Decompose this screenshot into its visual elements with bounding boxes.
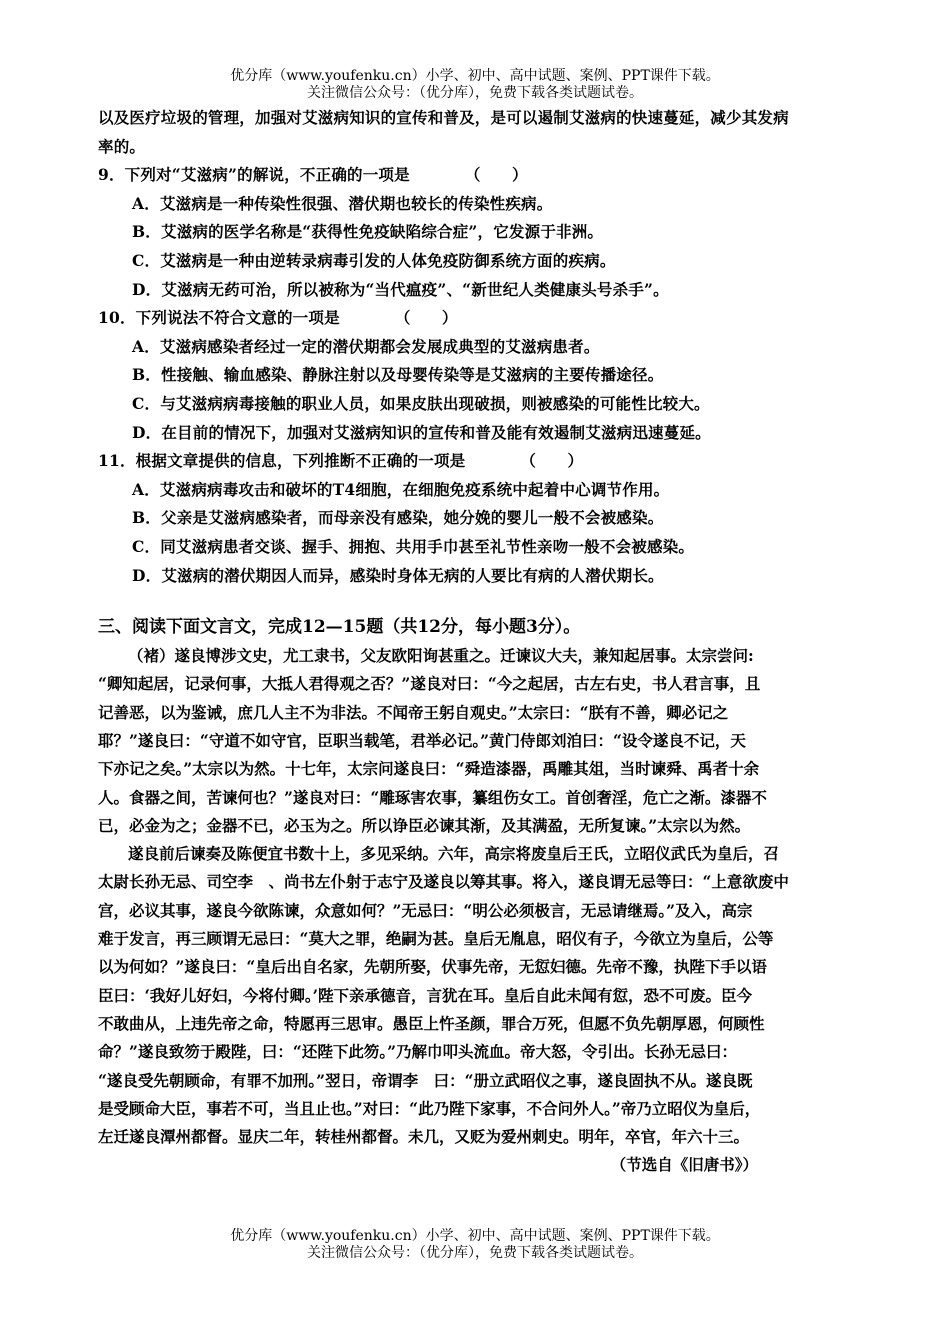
option-d: D．艾滋病的潜伏期因人而异，感染时身体无病的人要比有病的人潜伏期长。: [132, 565, 664, 585]
option-d: D．在目前的情况下，加强对艾滋病知识的宣传和普及能有效遏制艾滋病迅速蔓延。: [132, 422, 711, 442]
passage-line: 已，必金为之；金器不已，必玉为之。所以诤臣必谏其渐，及其满盈，无所复谏。”太宗以为然。: [98, 815, 751, 835]
footer-line-2: 关注微信公众号：（优分库），免费下载各类试题试卷。: [307, 1245, 643, 1261]
passage-line: 臣曰：‘我好儿好妇，今将付卿。’陛下亲承德音，言犹在耳。皇后自此未闻有愆，恐不可废。臣今: [98, 985, 753, 1005]
passage-line: 人。食器之间，苦谏何也？”遂良对曰：“雕琢害农事，纂组伤女工。首创奢淫，危亡之渐。漆器不: [98, 787, 767, 807]
passage-line: 耶？”遂良曰：“守道不如守官，臣职当载笔，君举必记。”黄门侍郎刘洎曰：“设令遂良不记，天: [98, 730, 746, 750]
passage-line: 是受顾命大臣，事若不可，当且止也。”对曰：“此乃陛下家事，不合问外人。”帝乃立昭仪为皇后，: [98, 1098, 761, 1118]
passage-line: 记善恶，以为鉴诫，庶几人主不为非法。不闻帝王躬自观史。”太宗曰：“朕有不善，卿必记之: [98, 702, 729, 722]
footer-line-1: 优分库（www.youfenku.cn）小学、初中、高中试题、案例、PPT课件下载。: [230, 1228, 720, 1244]
option-a: A．艾滋病感染者经过一定的潜伏期都会发展成典型的艾滋病患者。: [132, 336, 600, 356]
question-10: [98, 304, 858, 447]
classical-text: [98, 642, 858, 1180]
option-c: C．同艾滋病患者交谈、握手、拥抱、共用手巾甚至礼节性亲吻一般不会被感染。: [132, 536, 695, 556]
passage-line: 左迁遂良潭州都督。显庆二年，转桂州都督。未几，又贬为爱州刺史。明年，卒官，年六十三。: [98, 1127, 750, 1147]
question-11: [98, 447, 858, 590]
option-c: C．艾滋病是一种由逆转录病毒引发的人体免疫防御系统方面的疾病。: [132, 250, 616, 270]
passage-line: 命？”遂良致笏于殿陛，曰：“还陛下此笏。”乃解巾叩头流血。帝大怒，令引出。长孙无忌曰：: [98, 1042, 737, 1062]
passage-line: 下亦记之矣。”太宗以为然。十七年，太宗问遂良曰：“舜造漆器，禹雕其俎，当时谏舜、禹者十余: [98, 759, 760, 779]
passage-line: 以为何如？”遂良曰：“皇后出自名家，先朝所娶，伏事先帝，无愆妇德。先帝不豫，执陛下手以语: [98, 957, 767, 977]
passage-line: “卿知起居，记录何事，大抵人君得观之否？”遂良对曰：“今之起居，古左右史，书人君言事，且: [98, 674, 761, 694]
option-a: A．艾滋病病毒攻击和破坏的T4细胞，在细胞免疫系统中起着中心调节作用。: [132, 479, 670, 499]
option-b: B．艾滋病的医学名称是“获得性免疫缺陷综合症”，它发源于非洲。: [132, 222, 604, 242]
header-line-1: 优分库（www.youfenku.cn）小学、初中、高中试题、案例、PPT课件下载。: [230, 68, 720, 84]
intro-line: 率的。: [98, 136, 146, 156]
header-line-2: 关注微信公众号：（优分库），免费下载各类试题试卷。: [307, 85, 643, 101]
passage-line: 不敢曲从，上违先帝之命，特愿再三思审。愚臣上忤圣颜，罪合万死，但愿不负先朝厚恩，何顾性: [98, 1013, 765, 1033]
question-9: [98, 161, 858, 304]
page-content: [98, 104, 858, 1180]
passage-line: “遂良受先朝顾命，有罪不加刑。”翌日，帝谓李 曰：“册立武昭仪之事，遂良固执不从。遂良既: [98, 1070, 753, 1090]
section-3-title: 三、阅读下面文言文，完成12—15题（共12分，每小题3分）。: [98, 617, 581, 638]
question-stem: 11．根据文章提供的信息，下列推断不正确的一项是 （ ）: [98, 451, 584, 471]
page-header: [0, 68, 950, 102]
page-footer: [0, 1228, 950, 1262]
source-citation: （节选自《旧唐书》）: [610, 1155, 758, 1175]
passage-line: 难于发言，再三顾谓无忌曰：“莫大之罪，绝嗣为甚。皇后无胤息，昭仪有子，今欲立为皇后，公等: [98, 929, 774, 949]
option-d: D．艾滋病无药可治，所以被称为“当代瘟疫”、“新世纪人类健康头号杀手”。: [132, 279, 669, 299]
passage-line: 宫，必议其事，遂良今欲陈谏，众意如何？”无忌曰：“明公必须极言，无忌请继焉。”及入，高宗: [98, 900, 753, 920]
intro-line: 以及医疗垃圾的管理，加强对艾滋病知识的宣传和普及，是可以遏制艾滋病的快速蔓延，减少其发病: [98, 108, 789, 127]
option-c: C．与艾滋病病毒接触的职业人员，如果皮肤出现破损，则被感染的可能性比较大。: [132, 393, 710, 413]
option-a: A．艾滋病是一种传染性很强、潜伏期也较长的传染性疾病。: [132, 193, 553, 213]
passage-line: 遂良前后谏奏及陈便宜书数十上，多见采纳。六年，高宗将废皇后王氏，立昭仪武氏为皇后，召: [128, 844, 780, 864]
question-stem: 9．下列对“艾滋病”的解说，不正确的一项是 （ ）: [98, 165, 528, 185]
passage-line: 太尉长孙无忌、司空李 、尚书左仆射于志宁及遂良以筹其事。将入，遂良谓无忌等曰：“上意欲废中: [98, 872, 789, 892]
option-b: B．性接触、输血感染、静脉注射以及母婴传染等是艾滋病的主要传播途径。: [132, 365, 664, 385]
passage-line: （褚）遂良博涉文史，尤工隶书，父友欧阳询甚重之。迁谏议大夫，兼知起居事。太宗尝问:: [128, 646, 754, 666]
option-b: B．父亲是艾滋病感染者，而母亲没有感染，她分娩的婴儿一般不会被感染。: [132, 508, 664, 528]
question-stem: 10．下列说法不符合文意的一项是 （ ）: [98, 308, 458, 328]
